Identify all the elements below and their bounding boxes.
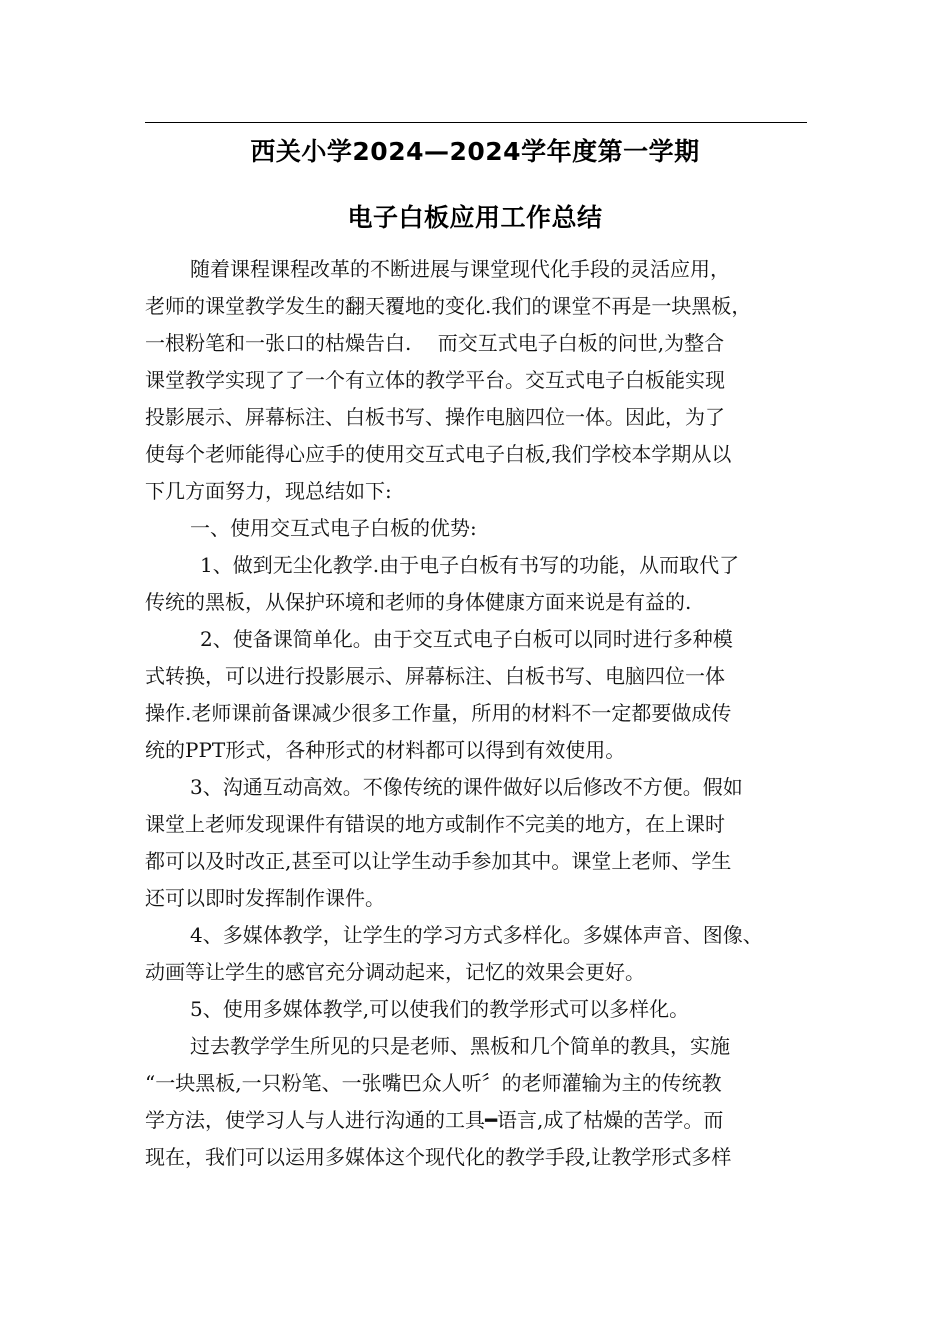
body-line: 一根粉笔和一张口的枯燥告白. 而交互式电子白板的问世,为整合: [145, 331, 725, 355]
body-line: 下几方面努力，现总结如下:: [145, 479, 392, 503]
list-item: 4、多媒体教学，让学生的学习方式多样化。多媒体声音、图像、: [190, 923, 763, 947]
list-item: 2、使备课简单化。由于交互式电子白板可以同时进行多种模: [200, 627, 733, 651]
body-line: 过去教学学生所见的只是老师、黑板和几个简单的教具，实施: [190, 1034, 730, 1058]
body-line: 课堂上老师发现课件有错误的地方或制作不完美的地方，在上课时: [145, 812, 725, 836]
section-heading: 一、使用交互式电子白板的优势:: [190, 516, 477, 540]
body-line: 传统的黑板，从保护环境和老师的身体健康方面来说是有益的.: [145, 590, 692, 614]
body-line: 随着课程课程改革的不断进展与课堂现代化手段的灵活应用，: [190, 257, 730, 281]
body-line: 学方法，使学习人与人进行沟通的工具━语言,成了枯燥的苦学。而: [145, 1108, 724, 1132]
document-subtitle: 电子白板应用工作总结: [347, 203, 603, 232]
body-line: 操作.老师课前备课减少很多工作量，所用的材料不一定都要做成传: [145, 701, 732, 725]
list-item: 5、使用多媒体教学,可以使我们的教学形式可以多样化。: [190, 997, 690, 1021]
body-line: 现在，我们可以运用多媒体这个现代化的教学手段,让教学形式多样: [145, 1145, 732, 1169]
body-line: 使每个老师能得心应手的使用交互式电子白板,我们学校本学期从以: [145, 442, 732, 466]
body-line: 老师的课堂教学发生的翻天覆地的变化.我们的课堂不再是一块黑板，: [145, 294, 752, 318]
body-line: 动画等让学生的感官充分调动起来，记忆的效果会更好。: [145, 960, 645, 984]
body-line: 投影展示、屏幕标注、白板书写、操作电脑四位一体。因此，为了: [145, 405, 725, 429]
body-line: 都可以及时改正,甚至可以让学生动手参加其中。课堂上老师、学生: [145, 849, 732, 873]
list-item: 3、沟通互动高效。不像传统的课件做好以后修改不方便。假如: [190, 775, 743, 799]
body-line: 式转换，可以进行投影展示、屏幕标注、白板书写、电脑四位一体: [145, 664, 725, 688]
list-item: 1、做到无尘化教学.由于电子白板有书写的功能，从而取代了: [200, 553, 740, 577]
body-line: “一块黑板,一只粉笔、一张嘴巴众人听〞的老师灌输为主的传统教: [145, 1071, 722, 1095]
body-line: 课堂教学实现了了一个有立体的教学平台。交互式电子白板能实现: [145, 368, 725, 392]
body-line: 统的PPT形式，各种形式的材料都可以得到有效使用。: [145, 738, 626, 762]
document-title: 西关小学2024—2024学年度第一学期: [250, 137, 700, 166]
header-rule: [145, 122, 807, 123]
body-line: 还可以即时发挥制作课件。: [145, 886, 385, 910]
